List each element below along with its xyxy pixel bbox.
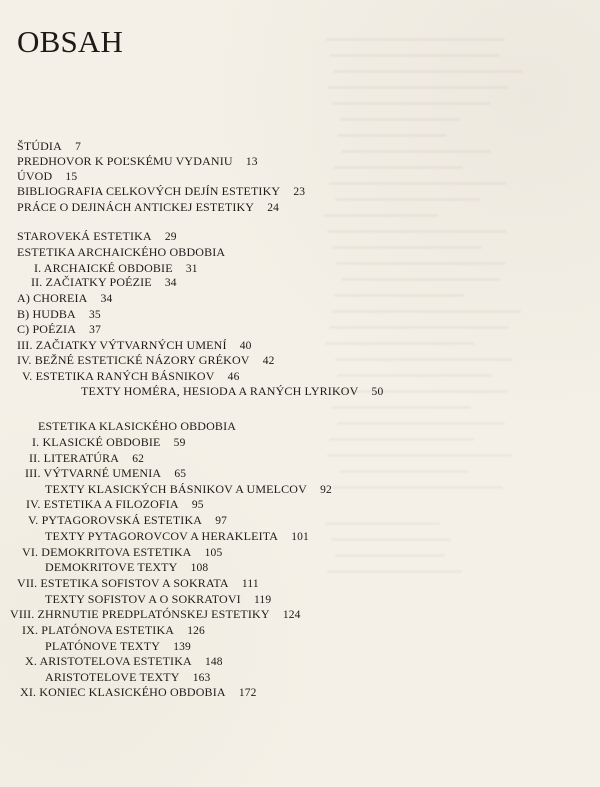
toc-label: B) HUDBA (17, 307, 76, 321)
toc-entry (17, 155, 258, 169)
toc-page-number: 23 (293, 186, 306, 198)
toc-entry (17, 170, 77, 184)
toc-label: IV. BEŽNÉ ESTETICKÉ NÁZORY GRÉKOV (17, 353, 250, 367)
toc-label: PLATÓNOVE TEXTY (45, 639, 161, 653)
toc-label: ÚVOD (17, 169, 53, 183)
toc-label: C) POÉZIA (17, 322, 77, 336)
toc-entry (26, 498, 204, 512)
bleed-through-text (305, 34, 560, 594)
toc-label: IX. PLATÓNOVA ESTETIKA (22, 623, 175, 637)
toc-label: STAROVEKÁ ESTETIKA (17, 229, 152, 243)
toc-page-number: 46 (227, 371, 240, 383)
toc-page-number: 42 (262, 355, 275, 367)
toc-label: X. ARISTOTELOVA ESTETIKA (25, 654, 192, 668)
toc-entry (17, 308, 101, 322)
toc-entry (45, 483, 332, 497)
toc-label: ESTETIKA ARCHAICKÉHO OBDOBIA (17, 245, 226, 259)
toc-page-number: 163 (192, 672, 211, 684)
toc-label: DEMOKRITOVE TEXTY (45, 560, 178, 574)
toc-label: BIBLIOGRAFIA CELKOVÝCH DEJÍN ESTETIKY (17, 184, 281, 198)
page-title: OBSAH (17, 24, 124, 59)
toc-label: ARISTOTELOVE TEXTY (45, 670, 180, 684)
toc-page-number: 37 (89, 324, 101, 336)
toc-label: TEXTY PYTAGOROVCOV A HERAKLEITA (45, 529, 279, 543)
toc-page-number: 126 (187, 625, 205, 637)
toc-entry (34, 262, 198, 276)
toc-page-number: 13 (245, 156, 258, 168)
toc-page-number: 59 (173, 437, 186, 449)
toc-page-number: 111 (241, 578, 259, 590)
toc-entry (17, 292, 112, 306)
toc-page-number: 65 (174, 468, 187, 480)
toc-entry (22, 546, 222, 560)
toc-page-number: 34 (100, 293, 113, 305)
toc-page-number: 108 (190, 562, 209, 574)
toc-page-number: 172 (238, 687, 257, 699)
toc-page-number: 29 (164, 231, 177, 243)
toc-page-number: 40 (239, 340, 252, 352)
toc-entry (38, 420, 249, 432)
toc-entry (17, 201, 279, 215)
toc-page-number: 35 (89, 309, 101, 321)
toc-label: V. ESTETIKA RANÝCH BÁSNIKOV (22, 369, 215, 383)
toc-page-number: 148 (204, 656, 223, 668)
toc-entry (17, 246, 238, 258)
toc-label: V. PYTAGOROVSKÁ ESTETIKA (28, 513, 203, 527)
toc-page-number: 34 (164, 277, 177, 289)
toc-label: III. VÝTVARNÉ UMENIA (25, 466, 162, 480)
toc-label: XI. KONIEC KLASICKÉHO OBDOBIA (20, 685, 226, 699)
toc-page-number: 95 (191, 499, 204, 511)
toc-entry (45, 640, 191, 654)
toc-entry (81, 385, 383, 399)
toc-label: ESTETIKA KLASICKÉHO OBDOBIA (38, 419, 237, 433)
toc-entry (25, 655, 223, 669)
toc-entry (45, 561, 208, 575)
toc-entry (10, 608, 301, 622)
toc-entry (32, 436, 185, 450)
toc-entry (31, 276, 177, 290)
toc-label: II. LITERATÚRA (29, 451, 120, 465)
toc-label: VII. ESTETIKA SOFISTOV A SOKRATA (17, 576, 229, 590)
toc-label: PRÁCE O DEJINÁCH ANTICKEJ ESTETIKY (17, 200, 255, 214)
toc-page-number: 7 (75, 141, 81, 153)
toc-entry (17, 230, 177, 244)
toc-page-number: 119 (253, 594, 272, 606)
toc-entry (22, 370, 239, 384)
toc-entry (28, 514, 227, 528)
toc-page-number: 105 (204, 547, 223, 559)
toc-entry (17, 339, 252, 353)
toc-page-number: 92 (320, 484, 332, 496)
toc-entry (25, 467, 186, 481)
toc-label: II. ZAČIATKY POÉZIE (31, 275, 152, 289)
toc-entry (17, 185, 305, 199)
toc-label: I. ARCHAICKÉ OBDOBIE (34, 261, 173, 275)
toc-page-number: 124 (282, 609, 301, 621)
toc-page-number: 97 (215, 515, 228, 527)
toc-label: A) CHOREIA (17, 291, 88, 305)
toc-page-number: 139 (173, 641, 191, 653)
toc-entry (17, 577, 259, 591)
toc-page-number: 62 (132, 453, 145, 465)
toc-label: IV. ESTETIKA A FILOZOFIA (26, 497, 179, 511)
toc-label: III. ZAČIATKY VÝTVARNÝCH UMENÍ (17, 338, 227, 352)
toc-label: VI. DEMOKRITOVA ESTETIKA (22, 545, 192, 559)
toc-page-number: 15 (65, 171, 78, 183)
toc-entry (20, 686, 257, 700)
toc-entry (45, 671, 210, 685)
toc-label: TEXTY SOFISTOV A O SOKRATOVI (45, 592, 241, 606)
toc-entry (45, 593, 271, 607)
toc-entry (17, 354, 275, 368)
toc-entry (17, 140, 81, 154)
toc-label: ŠTÚDIA (17, 139, 62, 153)
toc-entry (17, 323, 101, 337)
toc-entry (45, 530, 309, 544)
toc-label: TEXTY HOMÉRA, HESIODA A RANÝCH LYRIKOV (81, 384, 359, 398)
toc-entry (29, 452, 144, 466)
toc-page-number: 31 (185, 263, 198, 275)
toc-label: TEXTY KLASICKÝCH BÁSNIKOV A UMELCOV (45, 482, 307, 496)
toc-page-number: 101 (291, 531, 309, 543)
toc-page-number: 50 (371, 386, 384, 398)
toc-label: PREDHOVOR K POĽSKÉMU VYDANIU (17, 154, 233, 168)
toc-label: I. KLASICKÉ OBDOBIE (32, 435, 161, 449)
toc-page-number: 24 (267, 202, 280, 214)
toc-label: VIII. ZHRNUTIE PREDPLATÓNSKEJ ESTETIKY (10, 607, 270, 621)
toc-entry (22, 624, 205, 638)
